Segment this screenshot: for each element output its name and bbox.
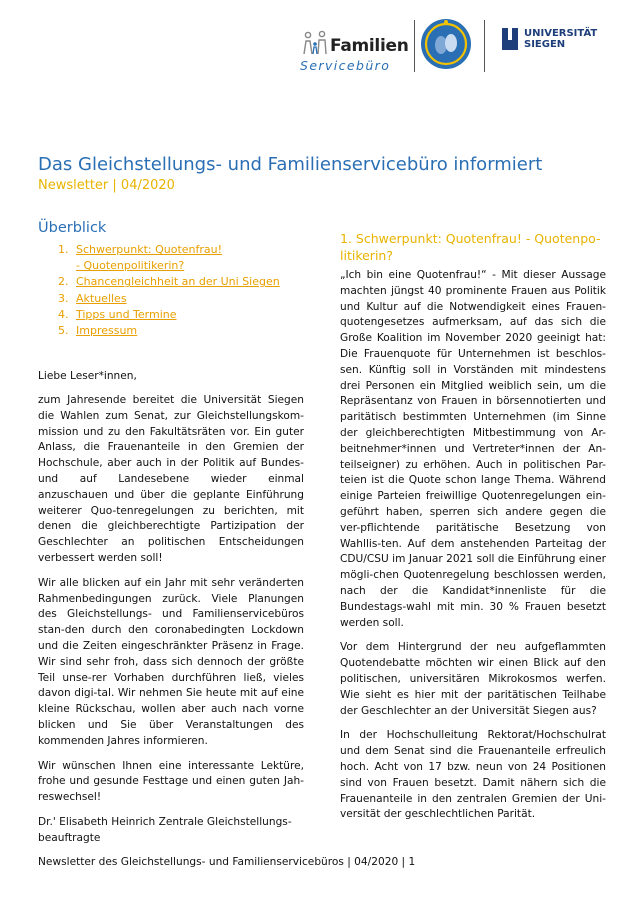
familien-logo-text: Familien [330, 36, 409, 56]
toc-item[interactable] [58, 242, 304, 274]
family-icon [302, 30, 330, 56]
letter-paragraph-1: zum Jahresende bereitet die Universität Siegen die Wahlen zum Senat, zur Gleichstellungskom-mission und zu den Fakultätsräten vor. Ein guter Anlass, die Frauenanteile in den Gremien der Hochschule, aber auch in der Politik auf Bundes- und auf Landesebene wieder einmal anzuschauen und über die geplante Einführung weiterer Quo-tenregelungen zu berichten, mit denen die gleichberechtigte Partizipation der Geschlechter an politischen Entscheidungen verbessert werden soll! [38, 394, 304, 564]
focus-paragraph-3: In der Hochschulleitung Rektorat/Hochschulrat und dem Senat sind die Frauenanteile erfreulich hoch. Acht von 17 bzw. neun von 24 Positionen sind von Frauen besetzt. Damit nähern sich die Frauenanteile in den zentralen Gremien der Uni-versität der geschlechtlichen Parität. [340, 729, 606, 821]
letter-paragraph-2: Wir alle blicken auf ein Jahr mit sehr veränderten Rahmenbedingungen zurück. Viele Planungen des Gleichstellungs- und Familienservicebüros stan-den durch den coronabedingten Lockdown und die Zeiten eingeschränkter Präsenz in Frage. Wir sind sehr froh, dass sich dennoch der größte Teil unse-rer Vorhaben durchführen ließ, vieles davon digi-tal. Wir nehmen Sie heute mit auf eine kleine Rückschau, wollen aber auch nach vorne blicken und Sie über Veranstaltungen des kommenden Jahres informieren. [38, 576, 304, 747]
focus-paragraph-2: Vor dem Hintergrund der neu aufgeflammten Quotendebatte möchten wir einen Blick auf den politischen, universitären Mikrokosmos werfen. Wie sieht es hier mit der paritätischen Teilhabe der Geschlechter an der Universität Siegen aus? [340, 641, 606, 717]
toc-item[interactable] [58, 291, 304, 307]
left-column [38, 220, 304, 856]
letter-signature: Dr.' Elisabeth Heinrich Zentrale Gleichstellungs-beauftragte [38, 815, 292, 844]
letter-greeting: Liebe Leser*innen, [38, 370, 137, 383]
toc-link-tipps-termine[interactable]: Tipps und Termine [76, 307, 177, 321]
toc-item-number: 4. [58, 307, 69, 321]
right-column [340, 230, 606, 832]
toc-item-number: 2. [58, 275, 69, 289]
toc-link-schwerpunkt-line2[interactable]: - Quotenpolitikerin? [76, 259, 185, 273]
table-of-contents [38, 242, 304, 339]
toc-link-impressum[interactable]: Impressum [76, 324, 138, 338]
toc-item-number: 1. [58, 243, 69, 256]
overview-heading: Überblick [38, 220, 107, 236]
newsletter-issue: Newsletter | 04/2020 [38, 178, 175, 193]
uni-siegen-logo-text [524, 28, 597, 50]
toc-item[interactable] [58, 274, 304, 290]
universitaet-siegen-logo[interactable] [500, 26, 620, 66]
header-logos [300, 16, 620, 76]
uni-line-2: SIEGEN [524, 39, 566, 50]
logo-divider [484, 20, 485, 72]
servicebuero-logo-text: Servicebüro [300, 58, 391, 73]
page-footer: Newsletter des Gleichstellungs- und Familienservicebüros | 04/2020 | 1 [38, 856, 416, 868]
focus-paragraph-1: „Ich bin eine Quotenfrau!“ - Mit dieser Aussage machten jüngst 40 prominente Frauen aus Politik und Kultur auf die Notwendigkeit eines Frauen-quotengesetzes aufmerksam, auf das sich die Große Koalition im November 2020 geeinigt hat: Die Frauenquote für Unternehmen ist beschlos-sen. Künftig soll in Vorständen mit mindestens drei Personen ein Mitglied weiblich sein, um die Repräsentanz von Frauen in börsennotierten und paritätisch bestimmten Unternehmen (im Sinne der gleichberechtigten Mitbestimmung von Ar-beitnehmer*innen und Vertreter*innen der An-teilseigner) zu erhöhen. Auch in politischen Par-teien ist die Quote schon lange Thema. Während einige Parteien freiwillige Quotenregelungen ein-geführt haben, sperren sich andere gegen die ver-pflichtende paritätische Besetzung von Wahllis-ten. Auf dem anstehenden Parteitag der CDU/CSU im Januar 2021 soll die Einführung einer mögli-chen Quotenregelung beschlossen werden, nach der die Kandidat*innenliste für die Bundestags-wahl mit min. 30 % Frauen besetzt werden soll. [340, 269, 606, 629]
uni-siegen-emblem-icon [500, 26, 520, 52]
familien-servicebuero-logo[interactable] [300, 26, 410, 74]
toc-item[interactable] [58, 323, 304, 339]
toc-link-aktuelles[interactable]: Aktuelles [76, 291, 127, 305]
toc-item-number: 5. [58, 324, 69, 338]
gleichstellung-circle-logo[interactable] [420, 18, 472, 70]
uni-line-1: UNIVERSITÄT [524, 28, 598, 39]
letter-paragraph-3: Wir wünschen Ihnen eine interessante Lektüre, frohe und gesunde Festtage und einen guten Jah-reswechsel! [38, 759, 304, 804]
toc-item-number: 3. [58, 291, 69, 305]
page-title: Das Gleichstellungs- und Familienservicebüro informiert [38, 154, 543, 175]
toc-item[interactable] [58, 307, 304, 323]
toc-link-chancengleichheit[interactable]: Chancengleichheit an der Uni Siegen [76, 275, 280, 289]
toc-link-schwerpunkt[interactable]: Schwerpunkt: Quotenfrau! [76, 243, 223, 256]
focus-heading: 1. Schwerpunkt: Quotenfrau! - Quotenpo-litikerin? [340, 231, 601, 263]
logo-divider [414, 20, 415, 72]
